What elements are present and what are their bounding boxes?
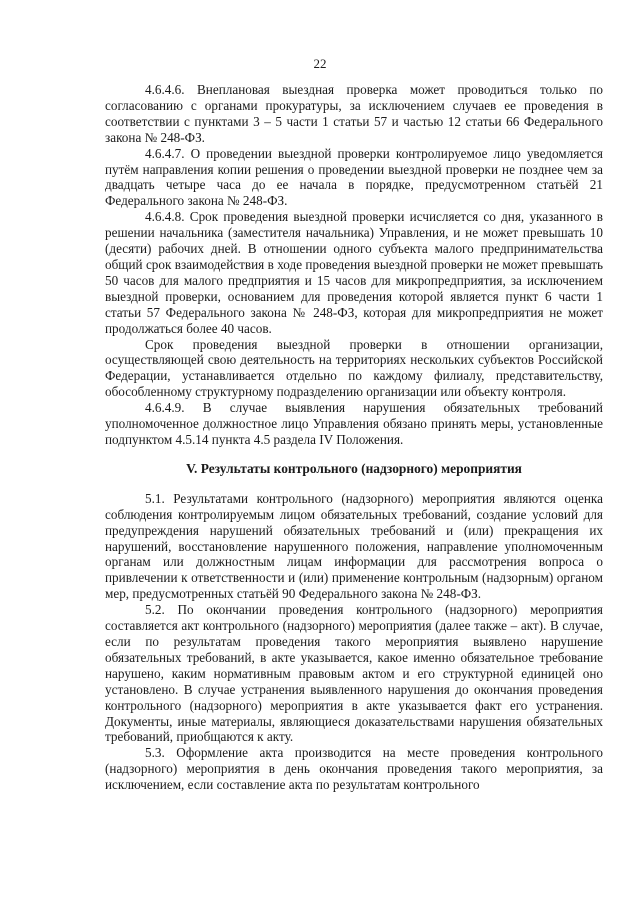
paragraph-4-6-4-8: 4.6.4.8. Срок проведения выездной проверки исчисляется со дня, указанного в решении начальника (заместителя начальника) Управления, и не может превышать 10 (десяти) рабочих дней. В отношении одного субъекта малого предпринимательства общий срок взаимодействия в ходе проведения выездной проверки не может превышать 50 часов для малого предприятия и 15 часов для микропредприятия, за исключением выездной проверки, основанием для проведения которой является пункт 6 части 1 статьи 57 Федерального закона № 248-ФЗ, которая для микропредприятия не может продолжаться более 40 часов. bbox=[105, 209, 603, 336]
paragraph-5-2: 5.2. По окончании проведения контрольного (надзорного) мероприятия составляется акт контрольного (надзорного) мероприятия (далее также – акт). В случае, если по результатам проведения такого мероприятия выявлено нарушение обязательных требований, в акте указывается, какое именно обязательное требование нарушено, каким нормативным правовым актом и его структурной единицей оно установлено. В случае устранения выявленного нарушения до окончания проведения контрольного (надзорного) мероприятия в акте указывается факт его устранения. Документы, иные материалы, являющиеся доказательствами нарушения обязательных требований, приобщаются к акту. bbox=[105, 602, 603, 745]
document-body bbox=[105, 82, 603, 793]
paragraph-5-3: 5.3. Оформление акта производится на месте проведения контрольного (надзорного) мероприятия в день окончания проведения такого мероприятия, за исключением, если составление акта по результатам контрольного bbox=[105, 745, 603, 793]
paragraph-4-6-4-6: 4.6.4.6. Внеплановая выездная проверка может проводиться только по согласованию с органами прокуратуры, за исключением случаев ее проведения в соответствии с пунктами 3 – 5 части 1 статьи 57 и частью 12 статьи 66 Федерального закона № 248-ФЗ. bbox=[105, 82, 603, 145]
page-number: 22 bbox=[313, 56, 327, 71]
paragraph-4-6-4-9: 4.6.4.9. В случае выявления нарушения обязательных требований уполномоченное должностное лицо Управления обязано принять меры, установленные подпунктом 4.5.14 пункта 4.5 раздела IV Положения. bbox=[105, 400, 603, 447]
section-title: V. Результаты контрольного (надзорного) мероприятия bbox=[186, 460, 522, 476]
paragraph-4-6-4-7: 4.6.4.7. О проведении выездной проверки контролируемое лицо уведомляется путём направления копии решения о проведении выездной проверки не позднее чем за двадцать четыре часа до ее начала в порядке, предусмотренном статьёй 21 Федерального закона № 248-ФЗ. bbox=[105, 145, 603, 209]
paragraph-5-1: 5.1. Результатами контрольного (надзорного) мероприятия являются оценка соблюдения контролируемым лицом обязательных требований, создание условий для предупреждения нарушений обязательных требований и (или) прекращения их нарушений, восстановление нарушенного положения, направление уполномоченным органам или должностным лицам информации для рассмотрения вопроса о привлечении к ответственности и (или) применение контрольным (надзорным) органом мер, предусмотренных статьёй 90 Федерального закона № 248-ФЗ. bbox=[105, 490, 603, 602]
paragraph-branch-term: Срок проведения выездной проверки в отношении организации, осуществляющей свою деятельность на территориях нескольких субъектов Российской Федерации, устанавливается отдельно по каждому филиалу, представительству, обособленному структурному подразделению организации или объекту контроля. bbox=[105, 336, 603, 400]
